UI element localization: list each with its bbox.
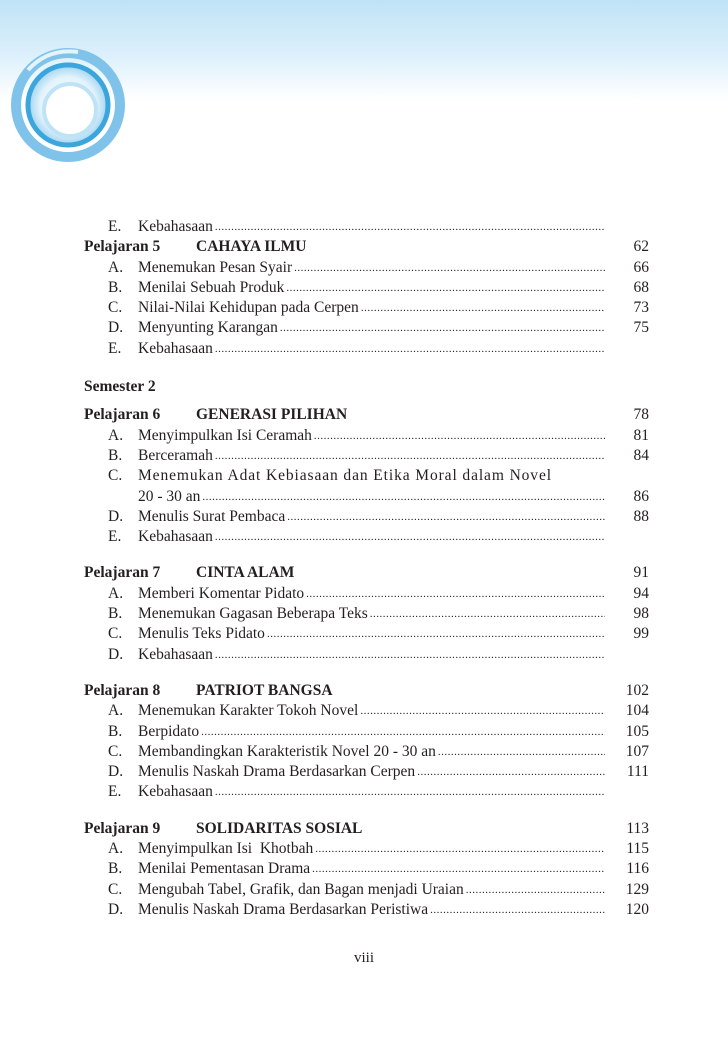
item-text: Kebahasaan	[138, 339, 213, 357]
leader-dots	[215, 446, 605, 466]
page-number: 111	[626, 763, 649, 781]
page-number: 94	[633, 584, 649, 602]
item-letter: C.	[108, 742, 123, 760]
toc-item	[84, 782, 649, 802]
item-text: Menilai Pementasan Drama	[138, 860, 311, 878]
item-letter: A.	[108, 584, 124, 602]
item-letter: E.	[108, 528, 122, 546]
leader-dots	[417, 762, 605, 782]
toc-item	[84, 900, 649, 920]
leader-dots	[215, 527, 605, 547]
page-number: 104	[625, 702, 649, 720]
page-number: 66	[633, 258, 649, 276]
item-text: Menulis Teks Pidato	[138, 625, 265, 643]
lesson-label: Pelajaran 5	[84, 238, 161, 256]
page-number: 73	[633, 299, 649, 317]
lesson-title: GENERASI PILIHAN	[196, 406, 348, 424]
toc-item	[84, 527, 649, 547]
leader-dots	[314, 426, 605, 446]
leader-dots	[361, 298, 605, 318]
item-letter: A.	[108, 702, 124, 720]
item-text: Menemukan Pesan Syair	[138, 258, 293, 276]
semester-heading	[84, 377, 649, 397]
leader-dots	[306, 584, 605, 604]
page-number: 91	[633, 564, 649, 582]
leader-dots	[430, 900, 605, 920]
item-letter: E.	[108, 218, 122, 235]
item-letter: C.	[108, 467, 123, 485]
leader-dots	[267, 624, 605, 644]
item-text: Kebahasaan	[138, 645, 213, 663]
leader-dots	[215, 645, 605, 665]
toc-item	[84, 645, 649, 665]
page-number: 105	[625, 722, 649, 740]
lesson-title: CINTA ALAM	[196, 564, 295, 582]
page-number: 113	[626, 819, 649, 837]
page-number: 99	[633, 625, 649, 643]
toc-item	[84, 217, 649, 237]
page-footer-number: viii	[353, 950, 374, 966]
leader-dots	[215, 217, 605, 237]
item-text: Menyunting Karangan	[138, 319, 278, 337]
item-letter: E.	[108, 783, 122, 801]
lesson-heading	[84, 819, 649, 839]
toc-item	[84, 762, 649, 782]
page-number: 62	[633, 238, 649, 256]
leader-dots	[438, 742, 605, 762]
lesson-heading	[84, 405, 649, 425]
item-text: Membandingkan Karakteristik Novel 20 - 30 an	[138, 742, 436, 760]
toc-item	[84, 446, 649, 466]
toc-item	[84, 507, 649, 527]
toc-item	[84, 859, 649, 879]
item-letter: A.	[108, 258, 124, 276]
toc-item	[84, 880, 649, 900]
item-letter: B.	[108, 722, 123, 740]
item-letter: C.	[108, 625, 123, 643]
item-text: Memberi Komentar Pidato	[138, 584, 305, 602]
page-number: 120	[625, 900, 649, 918]
item-text: Kebahasaan	[138, 528, 213, 546]
item-text: Menyimpulkan Isi Ceramah	[138, 426, 312, 444]
page-number: 78	[633, 406, 649, 424]
item-letter: B.	[108, 278, 123, 296]
lesson-title: PATRIOT BANGSA	[196, 681, 333, 699]
item-letter: D.	[108, 507, 124, 525]
toc-item-continuation	[84, 487, 649, 507]
leader-dots	[215, 782, 605, 802]
toc-item	[84, 466, 649, 486]
item-text: Menyimpulkan Isi Khotbah	[138, 840, 314, 858]
page-number: 116	[626, 860, 649, 878]
page-number: 81	[633, 426, 649, 444]
item-text: Nilai-Nilai Kehidupan pada Cerpen	[138, 299, 359, 317]
page-number: 129	[625, 880, 649, 898]
item-text: Menemukan Karakter Tokoh Novel	[138, 702, 359, 720]
lesson-label: Pelajaran 8	[84, 681, 161, 699]
lesson-title: CAHAYA ILMU	[196, 238, 307, 256]
leader-dots	[287, 507, 605, 527]
leader-dots	[215, 339, 605, 359]
leader-dots	[315, 839, 605, 859]
leader-dots	[466, 880, 605, 900]
leader-dots	[280, 318, 605, 338]
item-text: Menilai Sebuah Produk	[138, 278, 285, 296]
toc-item	[84, 722, 649, 742]
item-letter: D.	[108, 763, 124, 781]
table-of-contents	[84, 217, 649, 920]
item-text: Menulis Naskah Drama Berdasarkan Peristiwa	[138, 900, 429, 918]
toc-item	[84, 839, 649, 859]
item-text: Berceramah	[138, 446, 213, 464]
toc-item	[84, 701, 649, 721]
toc-item	[84, 339, 649, 359]
toc-item	[84, 584, 649, 604]
lesson-label: Pelajaran 9	[84, 819, 161, 837]
circle-ornament-icon	[8, 30, 128, 170]
page-number: 98	[633, 605, 649, 623]
semester-label: Semester 2	[84, 378, 156, 396]
lesson-heading	[84, 681, 649, 701]
leader-dots	[370, 604, 605, 624]
item-text: Menemukan Adat Kebiasaan dan Etika Moral dalam Novel	[138, 467, 552, 485]
lesson-label: Pelajaran 7	[84, 564, 161, 582]
toc-item	[84, 278, 649, 298]
page-number: 115	[626, 840, 649, 858]
item-text: Berpidato	[138, 722, 200, 740]
item-text: Kebahasaan	[138, 218, 213, 235]
item-text: Mengubah Tabel, Grafik, dan Bagan menjadi Uraian	[138, 880, 464, 898]
leader-dots	[360, 701, 605, 721]
item-letter: C.	[108, 880, 123, 898]
item-text: Kebahasaan	[138, 783, 213, 801]
item-letter: D.	[108, 645, 124, 663]
page-number: 84	[633, 446, 649, 464]
lesson-label: Pelajaran 6	[84, 406, 161, 424]
lesson-title: SOLIDARITAS SOSIAL	[196, 819, 363, 837]
toc-item	[84, 624, 649, 644]
toc-item	[84, 742, 649, 762]
page-number: 68	[633, 278, 649, 296]
toc-item	[84, 258, 649, 278]
item-letter: D.	[108, 900, 124, 918]
toc-item	[84, 298, 649, 318]
page-number: 86	[633, 487, 649, 505]
item-letter: B.	[108, 605, 123, 623]
item-text: 20 - 30 an	[138, 487, 201, 505]
leader-dots	[202, 487, 605, 507]
leader-dots	[286, 278, 605, 298]
leader-dots	[201, 722, 605, 742]
item-text: Menulis Surat Pembaca	[138, 507, 286, 525]
toc-item	[84, 426, 649, 446]
leader-dots	[312, 859, 605, 879]
item-letter: B.	[108, 446, 123, 464]
lesson-heading	[84, 237, 649, 257]
page-number: 75	[633, 319, 649, 337]
page-number: 107	[625, 742, 649, 760]
item-letter: C.	[108, 299, 123, 317]
item-letter: A.	[108, 426, 124, 444]
toc-item	[84, 604, 649, 624]
item-letter: A.	[108, 840, 124, 858]
item-text: Menemukan Gagasan Beberapa Teks	[138, 605, 368, 623]
item-letter: D.	[108, 319, 124, 337]
toc-item	[84, 318, 649, 338]
lesson-heading	[84, 563, 649, 583]
item-letter: E.	[108, 339, 122, 357]
item-text: Menulis Naskah Drama Berdasarkan Cerpen	[138, 763, 416, 781]
item-letter: B.	[108, 860, 123, 878]
page-number: 88	[633, 507, 649, 525]
page-number: 102	[625, 681, 649, 699]
leader-dots	[294, 258, 605, 278]
